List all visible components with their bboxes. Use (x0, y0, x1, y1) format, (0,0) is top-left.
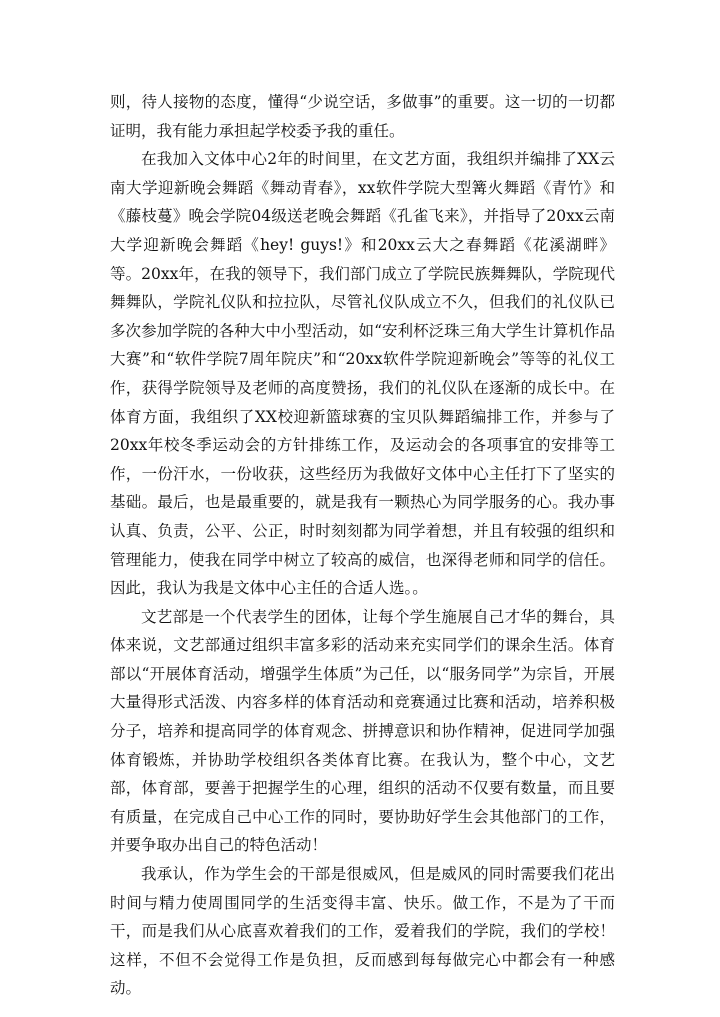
paragraph-1: 则，待人接物的态度，懂得“少说空话，多做事”的重要。这一切的一切都证明，我有能力承担起学校委予我的重任。 (110, 93, 615, 140)
paragraph-4: 我承认，作为学生会的干部是很威风，但是威风的同时需要我们花出时间与精力使周围同学的生活变得丰富、快乐。做工作，不是为了干而干，而是我们从心底喜欢着我们的工作，爱着我们的学院，我们的学校！这样，不但不会觉得工作是负担，反而感到每每做完心中都会有一种感动。 (110, 865, 615, 998)
paragraph-3: 文艺部是一个代表学生的团体，让每个学生施展自己才华的舞台，具体来说，文艺部通过组织丰富多彩的活动来充实同学们的课余生活。体育部以“开展体育活动，增强学生体质”为己任，以“服务同学”为宗旨，开展大量得形式活泼、内容多样的体育活动和竞赛通过比赛和活动，培养积极分子，培养和提高同学的体育观念、拼搏意识和协作精神，促进同学加强体育锻炼，并协助学校组织各类体育比赛。在我认为，整个中心，文艺部，体育部，要善于把握学生的心理，组织的活动不仅要有数量，而且要有质量，在完成自己中心工作的同时，要协助好学生会其他部门的工作，并要争取办出自己的特色活动！ (110, 607, 615, 855)
paragraph-2: 在我加入文体中心2年的时间里，在文艺方面，我组织并编排了XX云南大学迎新晚会舞蹈《舞动青春》，xx软件学院大型篝火舞蹈《青竹》和《藤枝蔓》晚会学院04级送老晚会舞蹈《孔雀飞来》，并指导了20xx云南大学迎新晚会舞蹈《hey! guys!》和20xx云大之春舞蹈《花溪湖畔》等。20xx年，在我的领导下，我们部门成立了学院民族舞舞队，学院现代舞舞队，学院礼仪队和拉拉队，尽管礼仪队成立不久，但我们的礼仪队已多次参加学院的各种大中小型活动，如“安利杯泛珠三角大学生计算机作品大赛”和“软件学院7周年院庆”和“20xx软件学院迎新晚会”等等的礼仪工作，获得学院领导及老师的高度赞扬，我们的礼仪队在逐渐的成长中。在体育方面，我组织了XX校迎新篮球赛的宝贝队舞蹈编排工作，并参与了20xx年校冬季运动会的方针排练工作，及运动会的各项事宜的安排等工作，一份汗水，一份收获，这些经历为我做好文体中心主任打下了坚实的基础。最后，也是最重要的，就是我有一颗热心为同学服务的心。我办事认真、负责，公平、公正，时时刻刻都为同学着想，并且有较强的组织和管理能力，使我在同学中树立了较高的威信，也深得老师和同学的信任。因此，我认为我是文体中心主任的合适人选。。 (110, 150, 615, 598)
document-body (110, 88, 615, 1003)
